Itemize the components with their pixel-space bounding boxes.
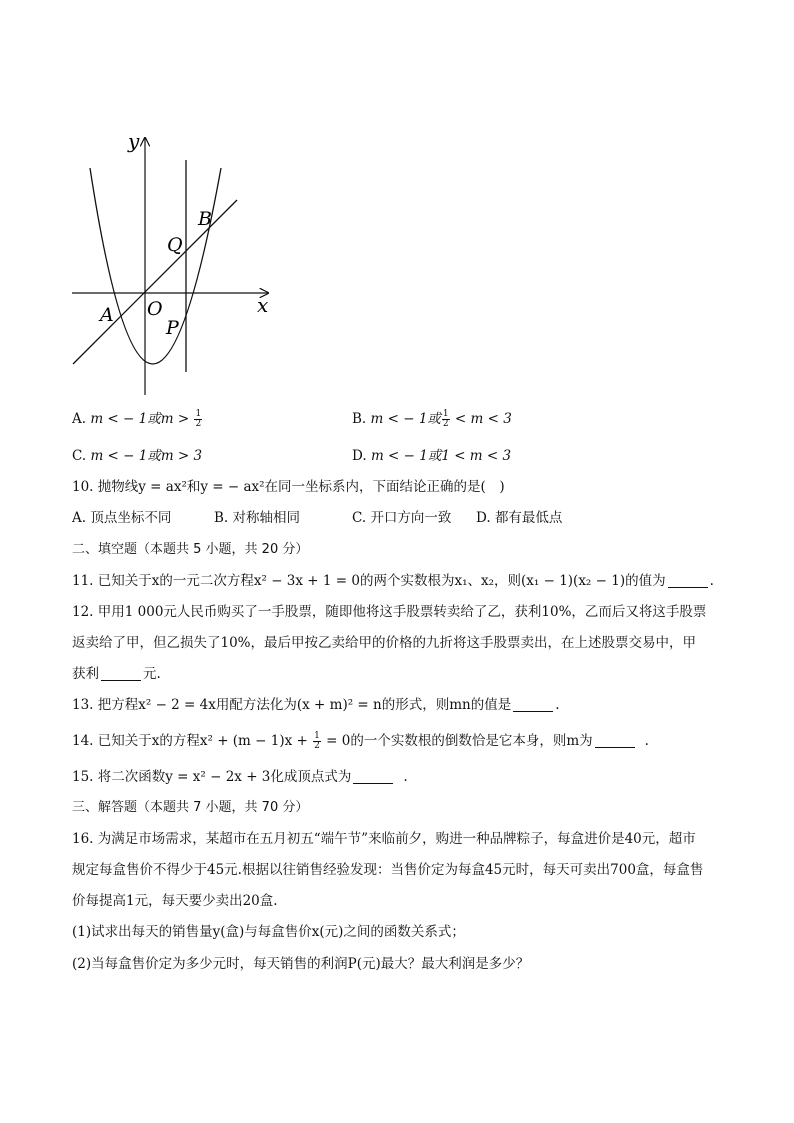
q15-answer-blank[interactable] — [353, 769, 393, 784]
fraction: $\frac{1}{2}$ — [314, 731, 320, 751]
label-x: x — [257, 293, 269, 317]
label-b: B — [198, 208, 212, 230]
q11: 11. 已知关于x的一元二次方程x² − 3x + 1 = 0的两个实数根为x₁、x₂，则(x₁ − 1)(x₂ − 1)的值为 . — [72, 573, 714, 589]
q16-line-2: 规定每盒售价不得少于45元.根据以往销售经验发现：当售价定为每盒45元时，每天可卖出700盒，每盒售 — [72, 862, 704, 878]
q12-answer-blank[interactable] — [101, 666, 141, 681]
q15: 15. 将二次函数y = x² − 2x + 3化成顶点式为 . — [72, 769, 408, 785]
q9-option-a[interactable]: A. m < − 1或m > $\frac{1}{2}$ — [72, 409, 202, 429]
parabola-curve — [90, 168, 221, 364]
q9-option-b[interactable]: B. m < − 1或 $\frac{1}{2}$ < m < 3 — [352, 409, 512, 429]
q12-line-2: 返卖给了甲，但乙损失了10%，最后甲按乙卖给甲的价格的九折将这手股票卖出，在上述股票交易中，甲 — [72, 635, 697, 651]
q16-line-3: 价每提高1元，每天要少卖出20盒. — [72, 893, 278, 909]
label-q: Q — [167, 234, 183, 256]
q13-answer-blank[interactable] — [513, 697, 553, 712]
label-p: P — [166, 317, 179, 339]
q14: 14. 已知关于x的方程x² + (m − 1)x + $\frac{1}{2}$ = 0的一个实数根的倒数恰是它本身，则m为 . — [72, 731, 649, 751]
q16-line-1: 16. 为满足市场需求，某超市在五月初五“端午节”来临前夕，购进一种品牌粽子，每盒进价是40元，超市 — [72, 831, 696, 847]
q11-answer-blank[interactable] — [668, 573, 708, 588]
section-fill-in-title: 二、填空题（本题共 5 小题，共 20 分） — [72, 542, 309, 557]
q14-answer-blank[interactable] — [595, 733, 635, 748]
label-o: O — [147, 298, 163, 320]
section-solution-title: 三、解答题（本题共 7 小题，共 70 分） — [72, 800, 309, 815]
fraction: $\frac{1}{2}$ — [442, 409, 449, 429]
q10-option-c[interactable]: C. 开口方向一致 — [352, 510, 452, 526]
line-ab — [73, 200, 237, 364]
fraction: $\frac{1}{2}$ — [195, 409, 202, 429]
q10-option-b[interactable]: B. 对称轴相同 — [214, 510, 301, 526]
q10-option-a[interactable]: A. 顶点坐标不同 — [72, 510, 172, 526]
q16-part-2: (2)当每盒售价定为多少元时，每天销售的利润P(元)最大？最大利润是多少？ — [72, 956, 530, 972]
q9-option-d[interactable]: D. m < − 1或1 < m < 3 — [352, 448, 512, 464]
q16-part-1: (1)试求出每天的销售量y(盒)与每盒售价x(元)之间的函数关系式； — [72, 924, 465, 940]
q12-line-3: 获利 元. — [72, 666, 161, 682]
q10-option-d[interactable]: D. 都有最低点 — [476, 510, 563, 526]
q12-line-1: 12. 甲用1 000元人民币购买了一手股票，随即他将这手股票转卖给了乙，获利10%，乙而后又将这手股票 — [72, 604, 707, 620]
q9-option-c[interactable]: C. m < − 1或m > 3 — [72, 448, 203, 464]
label-y: y — [128, 129, 140, 153]
q13: 13. 把方程x² − 2 = 4x用配方法化为(x + m)² = n的形式，则mn的值是 . — [72, 697, 560, 713]
function-graph-figure — [0, 0, 794, 400]
label-a: A — [100, 304, 114, 326]
q10-stem: 10. 抛物线y = ax²和y = − ax²在同一坐标系内，下面结论正确的是( ) — [72, 479, 505, 495]
